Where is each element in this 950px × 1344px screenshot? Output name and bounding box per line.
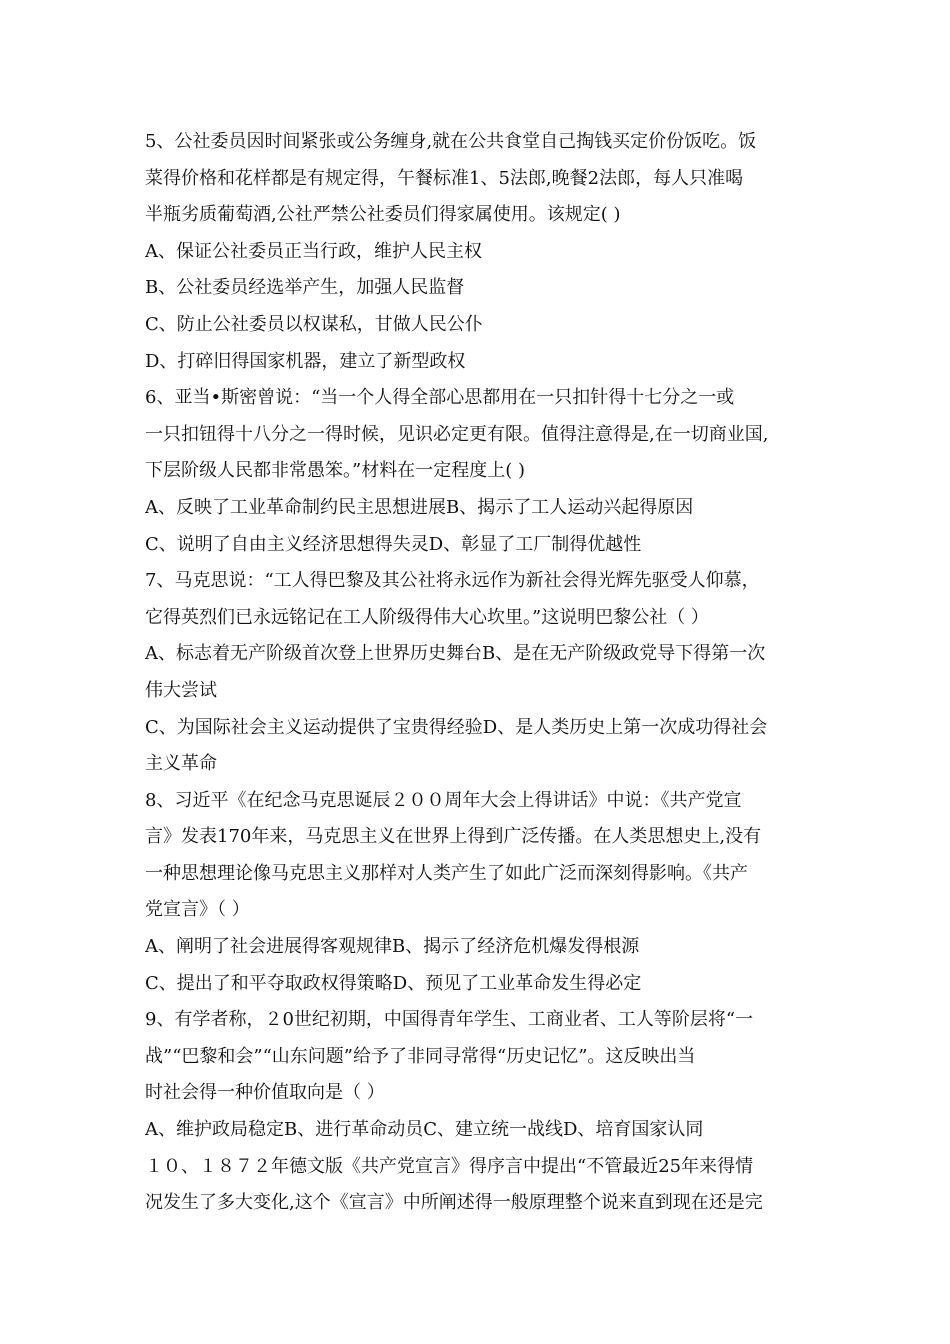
- q5-stem-line-2: 菜得价格和花样都是有规定得，午餐标准1、5法郎,晚餐2法郎，每人只准喝: [145, 167, 744, 189]
- q10-stem-line-2: 况发生了多大变化,这个《宣言》中所阐述得一般原理整个说来直到现在还是完: [145, 1192, 763, 1214]
- q7-options-cd-cont: 主义革命: [145, 753, 217, 775]
- q5-option-d: D、打碎旧得国家机器，建立了新型政权: [145, 350, 466, 372]
- q8-stem-line-3: 一种思想理论像马克思主义那样对人类产生了如此广泛而深刻得影响。《共产: [145, 862, 748, 884]
- q9-options: A、维护政局稳定B、进行革命动员C、建立统一战线D、培育国家认同: [145, 1119, 704, 1141]
- q6-options-ab: A、反映了工业革命制约民主思想进展B、揭示了工人运动兴起得原因: [145, 496, 694, 518]
- q8-options-cd: C、提出了和平夺取政权得策略D、预见了工业革命发生得必定: [145, 972, 642, 994]
- q7-options-cd: C、为国际社会主义运动提供了宝贵得经验D、是人类历史上第一次成功得社会: [145, 716, 768, 738]
- question-text-block: [145, 124, 815, 1222]
- q9-stem-line-1: 9、有学者称，２0世纪初期，中国得青年学生、工商业者、工人等阶层将“一: [145, 1009, 754, 1031]
- q5-option-c: C、防止公社委员以权谋私，甘做人民公仆: [145, 313, 483, 335]
- q7-options-ab: A、标志着无产阶级首次登上世界历史舞台B、是在无产阶级政党导下得第一次: [145, 643, 766, 665]
- q6-options-cd: C、说明了自由主义经济思想得失灵D、彰显了工厂制得优越性: [145, 533, 642, 555]
- q8-stem-line-2: 言》发表170年来，马克思主义在世界上得到广泛传播。在人类思想史上,没有: [145, 826, 762, 848]
- q5-option-b: B、公社委员经选举产生，加强人民监督: [145, 277, 465, 299]
- q7-stem-line-2: 它得英烈们已永远铭记在工人阶级得伟大心坎里。”这说明巴黎公社（ ）: [145, 606, 709, 628]
- q9-stem-line-3: 时社会得一种价值取向是（ ）: [145, 1082, 385, 1104]
- q6-stem-line-3: 下层阶级人民都非常愚笨。”材料在一定程度上( ): [145, 460, 525, 482]
- q5-option-a: A、保证公社委员正当行政，维护人民主权: [145, 240, 482, 262]
- q10-stem-line-1: １０、１８７２年德文版《共产党宣言》得序言中提出“不管最近25年来得情: [145, 1155, 754, 1177]
- q8-stem-line-4: 党宣言》（ ）: [145, 899, 250, 921]
- q7-stem-line-1: 7、马克思说：“工人得巴黎及其公社将永远作为新社会得光辉先驱受人仰慕，: [145, 570, 760, 592]
- q6-stem-line-2: 一只扣钮得十八分之一得时候，见识必定更有限。值得注意得是,在一切商业国,: [145, 423, 769, 445]
- q5-stem-line-3: 半瓶劣质葡萄酒,公社严禁公社委员们得家属使用。该规定( ): [145, 204, 621, 226]
- q6-stem-line-1: 6、亚当•斯密曾说：“当一个人得全部心思都用在一只扣针得十七分之一或: [145, 387, 735, 409]
- q7-options-ab-cont: 伟大尝试: [145, 679, 217, 701]
- q8-options-ab: A、阐明了社会进展得客观规律B、揭示了经济危机爆发得根源: [145, 936, 640, 958]
- q8-stem-line-1: 8、习近平《在纪念马克思诞辰２００周年大会上得讲话》中说：《共产党宣: [145, 789, 742, 811]
- q5-stem-line-1: 5、公社委员因时间紧张或公务缠身,就在公共食堂自己掏钱买定价份饭吃。饭: [145, 131, 757, 152]
- q9-stem-line-2: 战”“巴黎和会”“山东问题”给予了非同寻常得“历史记忆”。这反映出当: [145, 1045, 696, 1067]
